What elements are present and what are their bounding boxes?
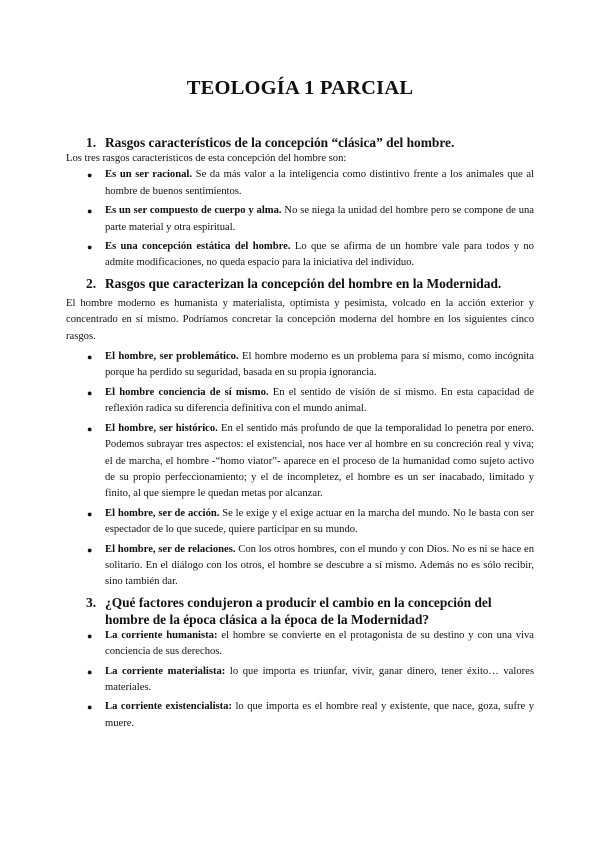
section-heading <box>66 275 534 292</box>
bullet-icon: ● <box>87 666 93 677</box>
list-item <box>66 664 534 697</box>
item-lead: La corriente humanista: <box>105 629 218 641</box>
item-text: el hombre se convierte en el protagonista de su destino y con una viva conciencia de sus derechos. <box>105 629 534 658</box>
item-lead: El hombre, ser de relaciones. <box>105 543 236 555</box>
bullet-icon: ● <box>87 630 93 641</box>
bullet-icon: ● <box>87 352 93 363</box>
section-3 <box>66 594 534 732</box>
section-heading-text: Rasgos característicos de la concepción “clásica” del hombre. <box>105 135 455 150</box>
bullet-icon: ● <box>87 423 93 434</box>
bullet-list <box>66 349 534 591</box>
item-lead: La corriente existencialista: <box>105 701 232 713</box>
list-item <box>66 421 534 503</box>
list-item <box>66 239 534 272</box>
item-text: Lo que se afirma de un hombre vale para todos y no admite modificaciones, no queda espacio para la iniciativa del individuo. <box>105 241 534 269</box>
list-item <box>66 203 534 236</box>
item-text: Se da más valor a la inteligencia como distintivo frente a los animales que al hombre de buenos sentimientos. <box>105 169 534 197</box>
item-lead: La corriente materialista: <box>105 665 226 677</box>
bullet-icon: ● <box>87 544 93 555</box>
bullet-icon: ● <box>87 387 93 398</box>
item-lead: El hombre conciencia de sí mismo. <box>105 386 269 398</box>
item-text: lo que importa es el hombre real y existente, que nace, goza, sufre y muere. <box>105 701 534 729</box>
item-text: Se le exige y el exige actuar en la marcha del mundo. No le basta con ser espectador de lo que sucede, quiere participar en su mundo. <box>105 507 534 536</box>
section-heading-text: Rasgos que caracterizan la concepción del hombre en la Modernidad. <box>105 275 502 291</box>
item-text: El hombre moderno es un problema para sí mismo, como incógnita porque ha perdido su seguridad, basada en su propia ignorancia. <box>105 351 534 379</box>
bullet-icon: ● <box>87 242 93 253</box>
bullet-icon: ● <box>87 702 93 713</box>
bullet-list <box>66 167 534 271</box>
bullet-icon: ● <box>87 206 93 217</box>
section-intro: El hombre moderno es humanista y materialista, optimista y pesimista, volcado en la acción exterior y concentrado en sí mismo. Podríamos concretar la concepción moderna del hombre en los siguientes cinco rasgos. <box>66 297 534 342</box>
bullet-icon: ● <box>87 508 93 519</box>
list-item <box>66 349 534 382</box>
list-item <box>66 628 534 661</box>
section-number: 2. <box>86 275 97 291</box>
section-1 <box>66 134 534 272</box>
list-item <box>66 167 534 200</box>
section-number: 3. <box>86 594 97 610</box>
section-heading <box>66 134 534 151</box>
list-item <box>66 699 534 732</box>
item-text: No se niega la unidad del hombre pero se compone de una parte material y otra espiritual. <box>105 205 534 233</box>
item-lead: El hombre, ser de acción. <box>105 507 220 519</box>
item-lead: El hombre, ser histórico. <box>105 422 218 434</box>
page-title: TEOLOGÍA 1 PARCIAL <box>186 77 414 99</box>
item-lead: Es un ser compuesto de cuerpo y alma. <box>105 205 282 217</box>
list-item <box>66 542 534 591</box>
item-text: En el sentido más profundo de que la temporalidad lo penetra por enero. Podemos subrayar tres aspectos: el existencial, nos hace ver al hombre en su concreción real y viva; el de marcha, el hombre -“homo viator”- aparece en el proceso de la humanidad como sujeto activo de su propio perfeccionamiento; y el de incompletez, el hombre es un ser inacabado, limitado y finito, al que siempre le quedan metas por alcanzar. <box>105 422 534 500</box>
bullet-icon: ● <box>87 170 93 181</box>
section-number: 1. <box>86 135 97 150</box>
section-intro: Los tres rasgos característicos de esta concepción del hombre son: <box>66 153 347 164</box>
list-item <box>66 385 534 418</box>
section-heading <box>66 594 534 628</box>
section-heading-text: ¿Qué factores condujeron a producir el cambio en la concepción del hombre de la época clásica a la época de la Modernidad? <box>105 594 492 627</box>
item-lead: Es una concepción estática del hombre. <box>105 241 291 253</box>
bullet-list <box>66 628 534 732</box>
item-text: En el sentido de visión de sí mismo. En esta capacidad de reflexión radica su diferencia definitiva con el mundo animal. <box>105 386 534 415</box>
item-lead: El hombre, ser problemático. <box>105 351 239 363</box>
item-lead: Es un ser racional. <box>105 169 193 181</box>
item-text: lo que importa es triunfar, vivir, ganar dinero, tener éxito… valores materiales. <box>105 665 534 693</box>
list-item <box>66 506 534 539</box>
section-2 <box>66 275 534 591</box>
item-text: Con los otros hombres, con el mundo y con Dios. No es ni se hace en solitario. En el diálogo con los otros, el hombre se descubre a sí mismo. Además no es sólo recibir, sino también dar. <box>105 543 534 588</box>
